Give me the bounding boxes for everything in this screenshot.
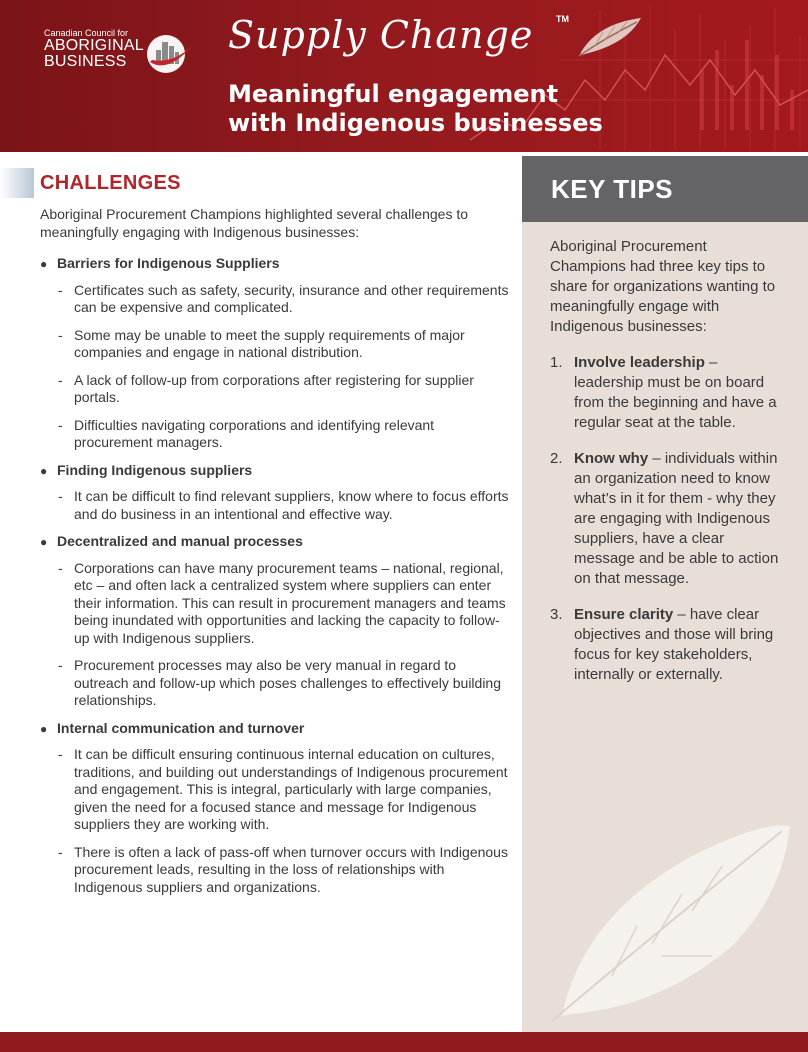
challenges-intro: Aboriginal Procurement Champions highlighted several challenges to meaningfully engaging with Indigenous businesses:: [40, 206, 469, 240]
tip-text: – individuals within an organization need to know what’s in it for them - why they are engaging with Indigenous suppliers, have a clear message and be able to action on that message.: [574, 450, 779, 587]
list-item: - Procurement processes may also be very manual in regard to outreach and follow-up which poses challenges to effectively building relationships.: [58, 657, 502, 708]
list-item: - Corporations can have many procurement teams – national, regional, etc – and often lack a centralized system where suppliers can enter their information. This can result in procurement managers and teams being inundated with opportunities and lacking the capacity to follow-up with Indigenous suppliers.: [58, 559, 506, 646]
tip-title: Know why: [574, 450, 649, 467]
bullet-icon: ●: [40, 721, 48, 736]
key-tips-heading: KEY TIPS: [551, 174, 674, 204]
section-title: Decentralized and manual processes: [57, 533, 303, 549]
bullet-icon: ●: [40, 463, 48, 478]
list-item: - Certificates such as safety, security, insurance and other requirements can be expensive and complicated.: [58, 281, 509, 315]
dash-icon: -: [58, 416, 63, 433]
dash-icon: -: [58, 488, 63, 504]
subtitle-line-2: with Indigenous businesses: [228, 109, 603, 137]
list-item: - It can be difficult ensuring continuous internal education on cultures, traditions, and building out understandings of Indigenous procurement and engagement. This is integral, particularly with large companies, given the need for a focused stance and message for Indigenous suppliers they are working with.: [58, 746, 508, 832]
list-item: - It can be difficult to find relevant suppliers, know where to focus efforts and do business in an intentional and effective way.: [58, 488, 509, 522]
dash-icon: -: [58, 843, 63, 860]
logo-line-aboriginal: ABORIGINAL: [44, 37, 144, 54]
footer-bar: [0, 1032, 808, 1052]
challenge-section: [40, 720, 510, 897]
list-item: - A lack of follow-up from corporations after registering for supplier portals.: [58, 371, 474, 405]
tip-title: Involve leadership: [574, 354, 705, 371]
dash-icon: -: [58, 326, 63, 343]
dash-icon: -: [58, 746, 63, 762]
list-item: - There is often a lack of pass-off when turnover occurs with Indigenous procurement leads, resulting in the loss of relationships with Indigenous suppliers and organizations.: [58, 843, 508, 895]
dash-icon: -: [58, 657, 63, 673]
brand-title: Supply Change: [228, 13, 534, 57]
decorative-feather-icon: [542, 806, 792, 1026]
organization-logo-text: [44, 28, 144, 70]
challenges-heading: CHALLENGES: [40, 172, 181, 194]
key-tips-header: [522, 156, 808, 222]
key-tips-intro: Aboriginal Procurement Champions had three key tips to share for organizations wanting to meaningfully engage with Indigenous businesses:: [550, 238, 776, 335]
challenge-section: [40, 255, 510, 452]
tip-item: [550, 449, 786, 589]
logo-line-small: Canadian Council for: [44, 28, 129, 38]
page-subtitle: [228, 80, 648, 138]
challenges-content: [40, 206, 510, 906]
bullet-icon: ●: [40, 257, 48, 271]
dash-icon: -: [58, 281, 63, 298]
feather-icon: [575, 14, 645, 60]
logo-line-business: BUSINESS: [44, 53, 127, 70]
list-item: - Difficulties navigating corporations and identifying relevant procurement managers.: [58, 416, 435, 450]
list-item: - Some may be unable to meet the supply requirements of major companies and engage in national distribution.: [58, 326, 465, 360]
tip-item: [550, 605, 786, 685]
dash-icon: -: [58, 559, 63, 576]
ccab-logo-mark-icon: [144, 30, 198, 78]
challenge-section: [40, 462, 510, 524]
key-tips-content: [550, 237, 786, 701]
subtitle-line-1: Meaningful engagement: [228, 80, 559, 108]
tip-number: 2.: [550, 450, 563, 467]
section-title: Finding Indigenous suppliers: [57, 461, 253, 478]
header-banner: [0, 0, 808, 152]
tip-text: – leadership must be on board from the beginning and have a regular seat at the table.: [574, 354, 777, 431]
dash-icon: -: [58, 371, 63, 388]
tip-item: [550, 353, 786, 433]
tip-title: Ensure clarity: [574, 606, 674, 623]
challenge-section: [40, 533, 510, 710]
section-title: Barriers for Indigenous Suppliers: [57, 255, 280, 271]
key-tips-panel: [522, 156, 808, 1032]
section-title: Internal communication and turnover: [57, 719, 305, 736]
tip-number: 3.: [550, 606, 563, 623]
section-accent-bar: [0, 168, 34, 198]
trademark-mark: TM: [556, 14, 569, 24]
tip-text: – have clear objectives and those will bring focus for key stakeholders, internally or externally.: [574, 606, 774, 683]
tip-number: 1.: [550, 354, 563, 371]
bullet-icon: ●: [40, 535, 48, 549]
